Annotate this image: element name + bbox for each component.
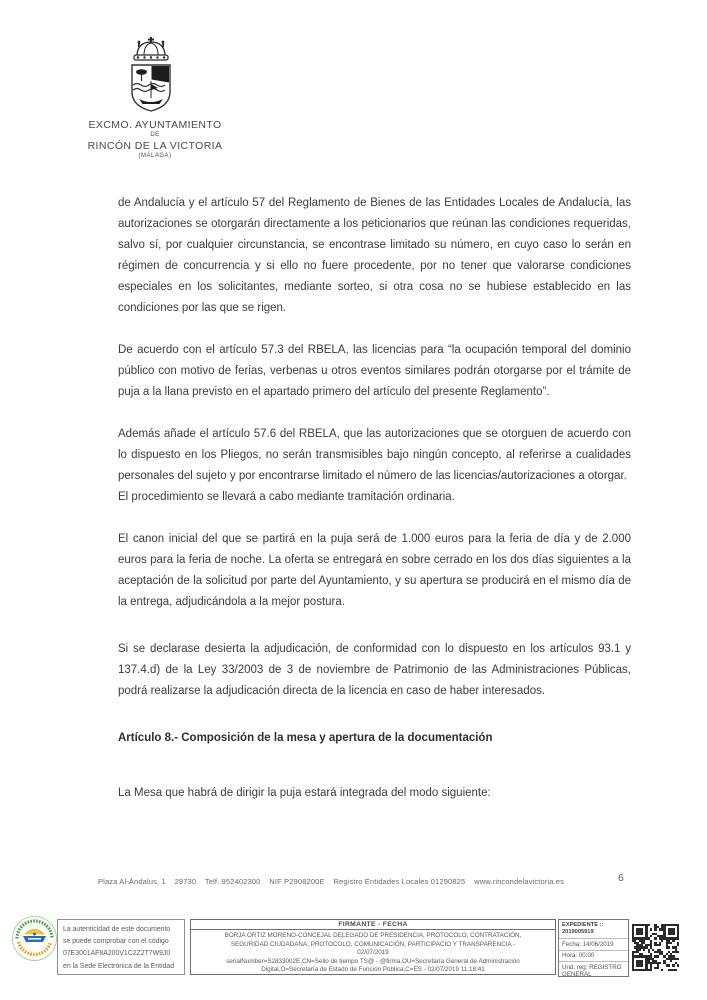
org-name-line2: DE [150,132,160,139]
signer-line-4: serialNumber=S2833002E,CN=Sello de tiempo TS@ - @firma,OU=Secretaría General de Administración [226,957,520,965]
coat-of-arms-icon [116,34,186,114]
paragraph-4: El canon inicial del que se partirá en la puja será de 1.000 euros para la feria de día y de 2.000 euros para la feria de noche. La oferta se entregará en sobre cerrado en los dos días siguientes a la aceptación de la solicitud por parte del Ayuntamiento, y su apertura se producirá en el mismo día de la entrega, adjudicándola a la mejor postura. [118,533,631,608]
signer-line-2: SEGURIDAD CIUDADANA, PROTOCOLO, COMUNICACIÓN, PARTICIPACIO Y TRANSPARENCIA - [230,940,516,948]
signer-details [191,930,555,975]
expediente-fecha: Fecha: 14/06/2019 [559,939,628,951]
signer-line-3: 02/07/2019 [357,949,389,957]
footer-contact-line: Plaza Al-Ándalus, 1 29730 Telf. 952402300 NIF P2908200E Registro Entidades Locales 01290825 www.rincondelavictoria.es [98,877,565,886]
organization-name [62,118,248,161]
signer-date-box [190,919,556,975]
signer-box-title: FIRMANTE - FECHA [191,920,555,930]
paragraph-3: Además añade el artículo 57.6 del RBELA, que las autorizaciones que se otorguen de acuerdo con lo dispuesto en los Pliegos, no serán transmisibles bajo ningún concepto, al referirse a cualidades personales del sujeto y por encontrarse limitado el número de las licencias/autorizaciones a otorgar. [118,428,631,482]
paragraph-3b: El procedimiento se llevará a cabo mediante tramitación ordinaria. [118,491,455,503]
paragraph-5: Si se declarase desierta la adjudicación, de conformidad con lo dispuesto en los artículos 93.1 y 137.4.d) de la Ley 33/2003 de 3 de noviembre de Patrimonio de las Administraciones Públicas, podrá realizarse la adjudicación directa de la licencia en caso de haber interesados. [118,643,631,697]
paragraph-1: de Andalucía y el artículo 57 del Reglamento de Bienes de las Entidades Locales de Andalucía, las autorizaciones se otorgarán directamente a los peticionarios que reúnan las condiciones requeridas, salvo sí, por cualquier circunstancia, se encontrase limitado su número, en cuyo caso lo serán en régimen de concurrencia y si ello no fuere procedente, por no tener que valorarse condiciones especiales en los solicitantes, mediante sorteo, si otra cosa no se hubiese establecido en las condiciones por las que se rigen. [118,197,631,314]
signer-line-5: Digital,O=Secretaría de Estado de Función Pública,C=ES - 02/07/2019 11:18:41 [261,966,485,974]
expediente-box [558,919,629,977]
signer-line-1: BORJA ORTIZ MORENO-CONCEJAL DELEGADO DE PRESIDENCIA, PROTOCOLO, CONTRATACIÓN, [224,932,522,939]
verify-line-2: se puede comprobar con el código [63,938,169,946]
paragraph-2: De acuerdo con el artículo 57.3 del RBELA, las licencias para “la ocupación temporal del dominio público con motivo de ferias, verbenas u otros eventos similares podrán otorgarse por el trámite de puja a la llana previsto en el apartado primero del artículo del presente Reglamento”. [118,344,631,398]
verification-code-box [57,919,185,975]
verify-line-1: La autenticidad de este documento [63,926,171,933]
paragraph-6: La Mesa que habrá de dirigir la puja estará integrada del modo siguiente: [118,787,491,799]
qr-code [632,924,679,971]
org-name-line3: RINCÓN DE LA VICTORIA [87,139,223,152]
verify-line-4: en la Sede Electrónica de la Entidad [63,962,175,970]
expediente-unidad-registro: Und. reg: REGISTRO GENERAL [562,963,622,978]
verification-code: 07E3001AF8A200V1C2Z2T7W9J0 [63,950,171,958]
expediente-hora: Hora: 00:00 [559,951,628,963]
expediente-number: EXPEDIENTE :: 2019005919 [559,920,628,939]
article-8-heading: Artículo 8.- Composición de la mesa y apertura de la documentación [118,732,493,744]
electronic-signature-stamp-icon [11,915,58,962]
org-name-line4: (MÁLAGA) [138,153,172,160]
org-name-line1: EXCMO. AYUNTAMIENTO [88,119,222,131]
page-number: 6 [618,872,624,884]
document-body [118,193,631,825]
